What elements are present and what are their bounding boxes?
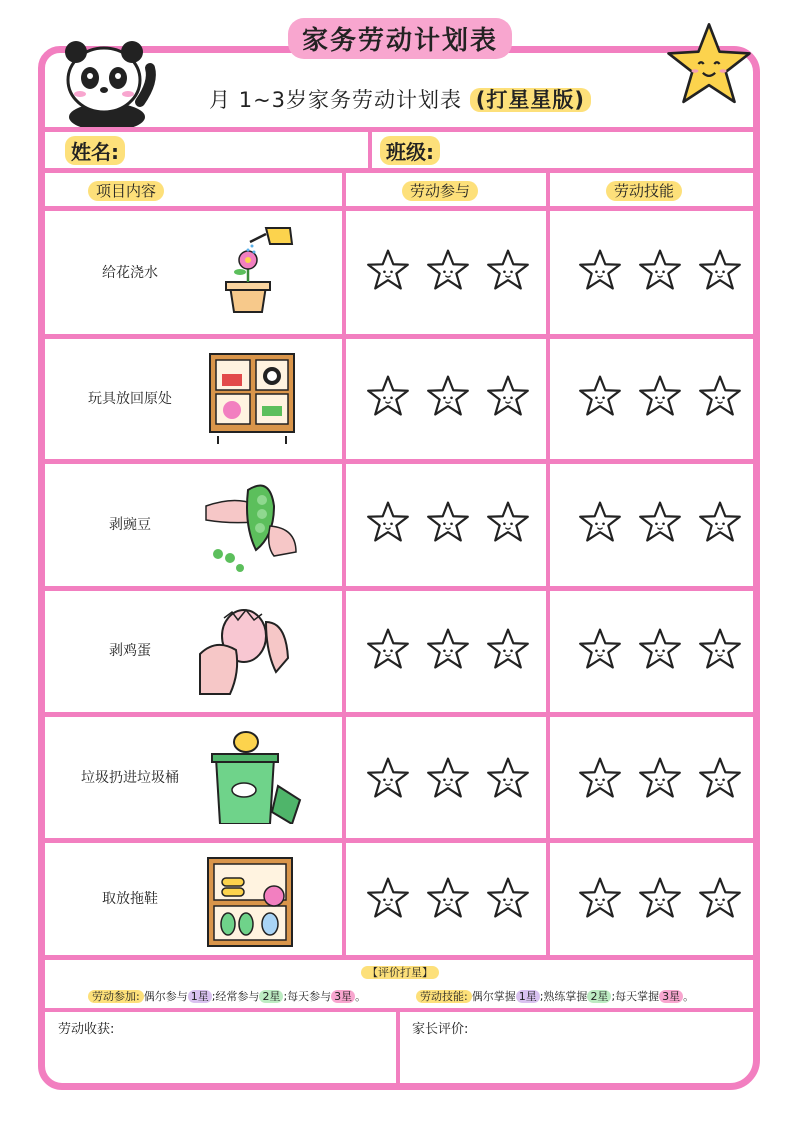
star-rating-icon[interactable] (698, 756, 742, 800)
col-header-skill (606, 180, 682, 201)
row-label-water-flowers: 给花浇水 (102, 265, 158, 281)
divider (45, 459, 755, 464)
legend-text: ;经常参与 (211, 990, 260, 1003)
legend-participation (88, 988, 366, 1004)
divider (45, 206, 755, 211)
col-header-participation (402, 180, 478, 201)
legend-text: 。 (355, 990, 367, 1003)
subtitle-text: 月 1~3岁家务劳动计划表 (209, 88, 463, 112)
star-rating-icon[interactable] (698, 627, 742, 671)
legend-skill (416, 988, 694, 1004)
divider (45, 712, 755, 717)
row-label-slippers: 取放拖鞋 (102, 891, 158, 907)
divider (45, 955, 755, 960)
star-rating-icon[interactable] (366, 627, 410, 671)
legend-star-badge: 1星 (516, 990, 540, 1003)
legend-text: 偶尔掌握 (471, 990, 516, 1003)
legend-text: ;每天掌握 (611, 990, 660, 1003)
star-rating-icon[interactable] (486, 500, 530, 544)
legend-text: ;熟练掌握 (539, 990, 588, 1003)
legend-star-badge: 1星 (188, 990, 212, 1003)
skill-stars-row-4[interactable] (578, 627, 742, 671)
star-rating-icon[interactable] (366, 374, 410, 418)
row-label-trash: 垃圾扔进垃圾桶 (81, 770, 179, 786)
participation-stars-row-5[interactable] (366, 756, 530, 800)
divider (45, 838, 755, 843)
star-rating-icon[interactable] (578, 374, 622, 418)
star-rating-icon[interactable] (638, 627, 682, 671)
participation-stars-row-3[interactable] (366, 500, 530, 544)
title-wrap (0, 18, 800, 59)
star-rating-icon[interactable] (578, 248, 622, 292)
star-rating-icon[interactable] (578, 627, 622, 671)
legend-star-badge: 2星 (587, 990, 611, 1003)
star-rating-icon[interactable] (578, 756, 622, 800)
legend-participation-key: 劳动参加: (88, 990, 144, 1003)
harvest-label: 劳动收获: (58, 1022, 115, 1037)
star-rating-icon[interactable] (638, 876, 682, 920)
toy-cabinet-icon (206, 350, 302, 446)
skill-stars-row-3[interactable] (578, 500, 742, 544)
divider (546, 170, 550, 958)
star-rating-icon[interactable] (426, 500, 470, 544)
star-rating-icon[interactable] (426, 248, 470, 292)
col-header-skill-label: 劳动技能 (606, 181, 682, 201)
divider (368, 130, 372, 170)
name-label: 姓名: (65, 136, 125, 165)
star-rating-icon[interactable] (638, 756, 682, 800)
divider (45, 168, 755, 173)
divider (45, 586, 755, 591)
peas-pod-icon (204, 476, 300, 572)
star-rating-icon[interactable] (366, 876, 410, 920)
class-label: 班级: (380, 136, 440, 165)
col-header-participation-label: 劳动参与 (402, 181, 478, 201)
page-title: 家务劳动计划表 (288, 18, 512, 59)
star-rating-icon[interactable] (578, 500, 622, 544)
star-rating-icon[interactable] (426, 756, 470, 800)
skill-stars-row-2[interactable] (578, 374, 742, 418)
trash-bin-icon (208, 728, 304, 824)
shoe-rack-icon (206, 854, 302, 950)
star-rating-icon[interactable] (698, 500, 742, 544)
star-rating-icon[interactable] (486, 876, 530, 920)
divider (342, 170, 346, 958)
divider (45, 334, 755, 339)
star-rating-icon[interactable] (578, 876, 622, 920)
participation-stars-row-4[interactable] (366, 627, 530, 671)
skill-stars-row-5[interactable] (578, 756, 742, 800)
row-label-tidy-toys: 玩具放回原处 (88, 391, 172, 407)
legend-skill-key: 劳动技能: (416, 990, 472, 1003)
star-rating-icon[interactable] (486, 374, 530, 418)
legend-text: ;每天参与 (283, 990, 332, 1003)
row-label-peel-egg: 剥鸡蛋 (109, 643, 151, 659)
star-rating-icon[interactable] (698, 374, 742, 418)
legend-star-badge: 2星 (259, 990, 283, 1003)
info-row (45, 132, 755, 170)
star-rating-icon[interactable] (638, 248, 682, 292)
divider (396, 1010, 400, 1084)
participation-stars-row-1[interactable] (366, 248, 530, 292)
legend-star-badge: 3星 (659, 990, 683, 1003)
legend-text: 偶尔参与 (143, 990, 188, 1003)
star-rating-icon[interactable] (638, 500, 682, 544)
legend-title: 【评价打星】 (361, 966, 439, 979)
star-rating-icon[interactable] (486, 627, 530, 671)
legend-star-badge: 3星 (331, 990, 355, 1003)
star-rating-icon[interactable] (698, 876, 742, 920)
star-rating-icon[interactable] (366, 756, 410, 800)
star-rating-icon[interactable] (638, 374, 682, 418)
row-label-peel-peas: 剥豌豆 (109, 517, 151, 533)
star-rating-icon[interactable] (366, 500, 410, 544)
peel-egg-icon (196, 602, 292, 698)
skill-stars-row-1[interactable] (578, 248, 742, 292)
subtitle-badge: (打星星版) (470, 88, 591, 112)
star-rating-icon[interactable] (486, 756, 530, 800)
star-rating-icon[interactable] (698, 248, 742, 292)
page-frame (38, 46, 760, 1090)
star-rating-icon[interactable] (486, 248, 530, 292)
participation-stars-row-2[interactable] (366, 374, 530, 418)
col-header-item (88, 180, 164, 201)
subtitle (0, 84, 800, 114)
col-header-item-label: 项目内容 (88, 181, 164, 201)
participation-stars-row-6[interactable] (366, 876, 530, 920)
star-rating-icon[interactable] (366, 248, 410, 292)
divider (45, 1008, 755, 1012)
star-rating-icon[interactable] (426, 876, 470, 920)
parent-comment-label: 家长评价: (412, 1022, 469, 1037)
legend-title-wrap (0, 964, 800, 980)
skill-stars-row-6[interactable] (578, 876, 742, 920)
watering-flower-icon (210, 222, 306, 318)
star-rating-icon[interactable] (426, 627, 470, 671)
legend-text: 。 (683, 990, 695, 1003)
star-rating-icon[interactable] (426, 374, 470, 418)
